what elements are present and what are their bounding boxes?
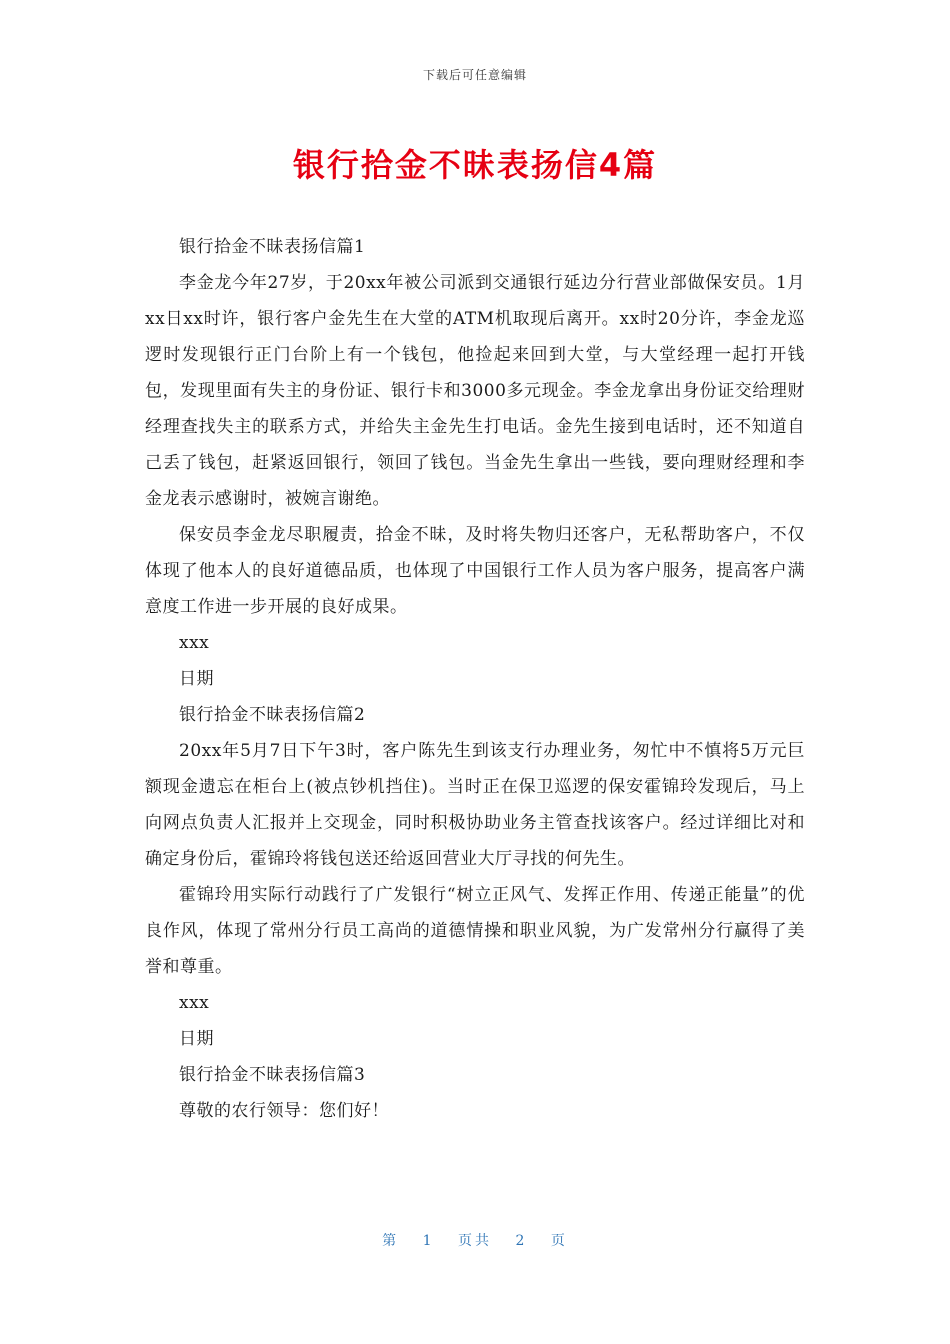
section-heading-3: 银行拾金不昧表扬信篇3	[179, 1065, 366, 1085]
document-title: 银行拾金不昧表扬信4篇	[292, 146, 658, 184]
paragraph: 保安员李金龙尽职履责，拾金不昧，及时将失物归还客户，无私帮助客户，不仅体现了他本人的良好道德品质，也体现了中国银行工作人员为客户服务，提高客户满意度工作进一步开展的良好成果。	[145, 525, 805, 617]
section-heading-1: 银行拾金不昧表扬信篇1	[179, 237, 366, 257]
footer-page-number: 1	[422, 1233, 435, 1249]
signature-line: xxx	[179, 633, 210, 653]
footer-of-label: 页共	[458, 1233, 492, 1249]
signature-line: xxx	[179, 993, 210, 1013]
date-line: 日期	[179, 669, 214, 689]
paragraph: 李金龙今年27岁，于20xx年被公司派到交通银行延边分行营业部做保安员。1月xx日xx时许，银行客户金先生在大堂的ATM机取现后离开。xx时20分许，李金龙巡逻时发现银行正门台阶上有一个钱包，他捡起来回到大堂，与大堂经理一起打开钱包，发现里面有失主的身份证、银行卡和3000多元现金。李金龙拿出身份证交给理财经理查找失主的联系方式，并给失主金先生打电话。金先生接到电话时，还不知道自己丢了钱包，赶紧返回银行，领回了钱包。当金先生拿出一些钱，要向理财经理和李金龙表示感谢时，被婉言谢绝。	[145, 273, 805, 509]
paragraph: 20xx年5月7日下午3时，客户陈先生到该支行办理业务，匆忙中不慎将5万元巨额现金遗忘在柜台上(被点钞机挡住)。当时正在保卫巡逻的保安霍锦玲发现后，马上向网点负责人汇报并上交现金，同时积极协助业务主管查找该客户。经过详细比对和确定身份后，霍锦玲将钱包送还给返回营业大厅寻找的何先生。	[145, 741, 805, 869]
footer-pages-label: 页	[550, 1233, 568, 1249]
page-footer	[0, 1230, 950, 1250]
date-line: 日期	[179, 1029, 214, 1049]
paragraph: 霍锦玲用实际行动践行了广发银行“树立正风气、发挥正作用、传递正能量”的优良作风，体现了常州分行员工高尚的道德情操和职业风貌，为广发常州分行赢得了美誉和尊重。	[145, 885, 805, 977]
footer-total-pages: 2	[515, 1233, 528, 1249]
section-heading-2: 银行拾金不昧表扬信篇2	[179, 705, 366, 725]
document-body	[145, 229, 805, 1129]
footer-page-label: 第	[382, 1233, 400, 1249]
header-note: 下载后可任意编辑	[422, 68, 527, 82]
salutation: 尊敬的农行领导：您们好！	[179, 1101, 389, 1121]
